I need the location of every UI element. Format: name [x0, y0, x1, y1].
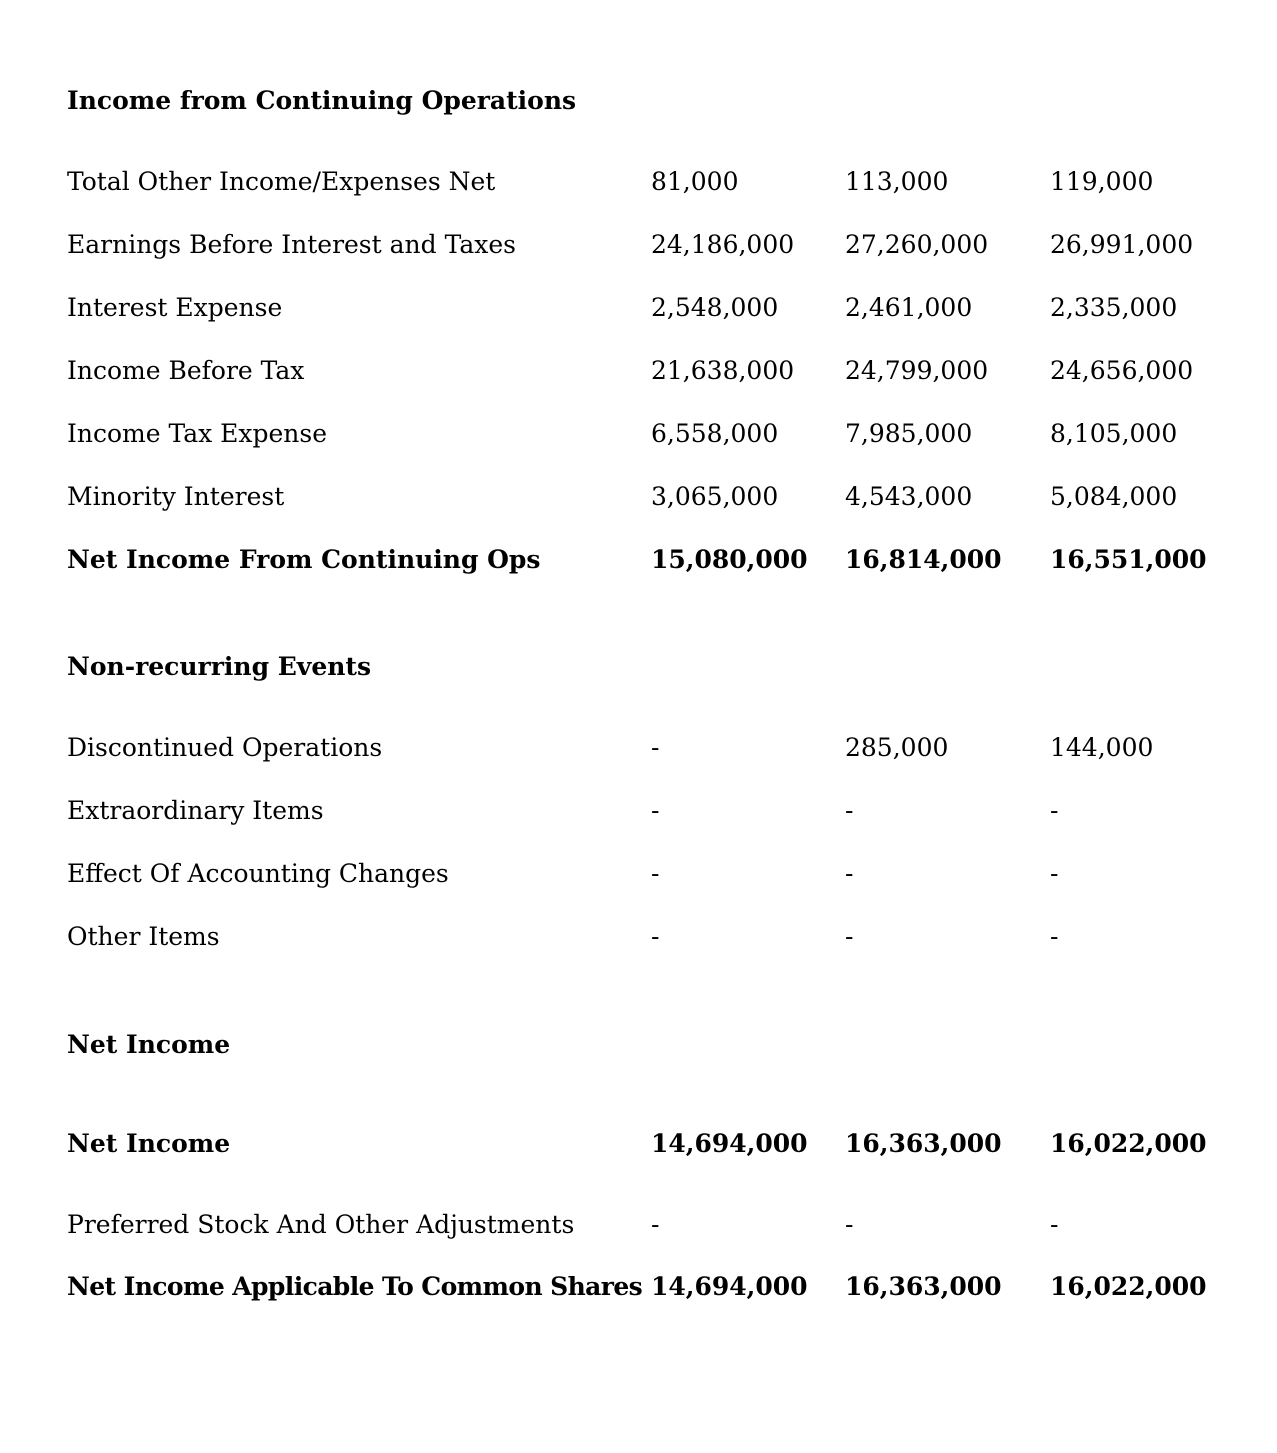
value-col-1: 3,065,000: [651, 482, 779, 511]
value-col-1: 14,694,000: [651, 1272, 808, 1301]
value-col-1: 21,638,000: [651, 356, 795, 385]
value-col-1: -: [651, 859, 660, 888]
table-row: [0, 796, 1277, 826]
value-col-1: -: [651, 733, 660, 762]
row-label: Preferred Stock And Other Adjustments: [67, 1210, 575, 1239]
value-col-2: -: [845, 922, 854, 951]
value-col-1: 81,000: [651, 167, 739, 196]
row-label: Effect Of Accounting Changes: [67, 859, 449, 888]
value-col-2: 285,000: [845, 733, 949, 762]
value-col-2: 16,363,000: [845, 1272, 1002, 1301]
table-row: [0, 293, 1277, 323]
value-col-3: 26,991,000: [1050, 230, 1194, 259]
row-label: Net Income: [67, 1129, 231, 1158]
value-col-3: -: [1050, 922, 1059, 951]
value-col-1: 15,080,000: [651, 545, 808, 574]
value-col-2: 4,543,000: [845, 482, 973, 511]
value-col-1: 6,558,000: [651, 419, 779, 448]
table-row-total: [0, 545, 1277, 575]
value-col-3: 24,656,000: [1050, 356, 1194, 385]
section-title-non-recurring-events: Non-recurring Events: [67, 652, 372, 681]
row-label: Net Income From Continuing Ops: [67, 545, 541, 574]
value-col-3: 2,335,000: [1050, 293, 1178, 322]
value-col-3: 8,105,000: [1050, 419, 1178, 448]
table-row: [0, 922, 1277, 952]
row-label: Extraordinary Items: [67, 796, 324, 825]
table-row: [0, 419, 1277, 449]
row-label: Income Before Tax: [67, 356, 305, 385]
value-col-3: 144,000: [1050, 733, 1154, 762]
value-col-3: -: [1050, 859, 1059, 888]
value-col-3: 5,084,000: [1050, 482, 1178, 511]
value-col-2: -: [845, 1210, 854, 1239]
row-label: Minority Interest: [67, 482, 285, 511]
value-col-2: 16,814,000: [845, 545, 1002, 574]
value-col-2: -: [845, 859, 854, 888]
table-row-total: [0, 1129, 1277, 1159]
section-title-continuing-operations: Income from Continuing Operations: [67, 86, 577, 115]
value-col-3: -: [1050, 1210, 1059, 1239]
value-col-2: 27,260,000: [845, 230, 989, 259]
value-col-3: 16,022,000: [1050, 1272, 1207, 1301]
row-label: Earnings Before Interest and Taxes: [67, 230, 516, 259]
row-label: Total Other Income/Expenses Net: [67, 167, 496, 196]
row-label: Net Income Applicable To Common Shares: [67, 1272, 643, 1301]
table-row: [0, 859, 1277, 889]
value-col-3: 16,551,000: [1050, 545, 1207, 574]
value-col-2: 16,363,000: [845, 1129, 1002, 1158]
value-col-2: 24,799,000: [845, 356, 989, 385]
row-label: Interest Expense: [67, 293, 283, 322]
value-col-2: -: [845, 796, 854, 825]
table-row: [0, 230, 1277, 260]
value-col-3: 16,022,000: [1050, 1129, 1207, 1158]
value-col-2: 113,000: [845, 167, 949, 196]
row-label: Other Items: [67, 922, 220, 951]
value-col-1: 14,694,000: [651, 1129, 808, 1158]
value-col-1: -: [651, 922, 660, 951]
value-col-3: -: [1050, 796, 1059, 825]
table-row: [0, 733, 1277, 763]
table-row: [0, 482, 1277, 512]
value-col-2: 7,985,000: [845, 419, 973, 448]
value-col-2: 2,461,000: [845, 293, 973, 322]
value-col-1: 2,548,000: [651, 293, 779, 322]
value-col-1: 24,186,000: [651, 230, 795, 259]
row-label: Discontinued Operations: [67, 733, 383, 762]
value-col-3: 119,000: [1050, 167, 1154, 196]
table-row: [0, 167, 1277, 197]
value-col-1: -: [651, 796, 660, 825]
table-row: [0, 1210, 1277, 1240]
table-row: [0, 356, 1277, 386]
table-row-total: [0, 1272, 1277, 1302]
value-col-1: -: [651, 1210, 660, 1239]
row-label: Income Tax Expense: [67, 419, 328, 448]
section-title-net-income: Net Income: [67, 1030, 231, 1059]
